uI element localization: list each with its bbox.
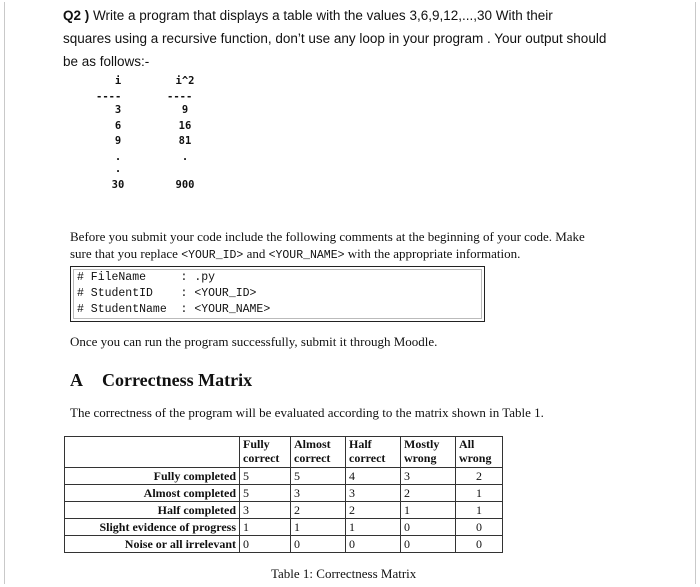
sample-col2-dashes: ---- xyxy=(167,91,193,103)
id-token: <YOUR_ID> xyxy=(181,249,244,262)
matrix-cell: 0 xyxy=(456,519,503,536)
matrix-cell: 3 xyxy=(401,468,456,485)
matrix-row xyxy=(65,519,503,536)
instructions-line-1: Before you submit your code include the following comments at the beginning of your code. Make xyxy=(70,229,585,244)
sample-row-i: 6 xyxy=(114,120,122,132)
code-comment-box xyxy=(70,266,485,322)
code-line: # StudentName : <YOUR_NAME> xyxy=(77,303,271,316)
matrix-cell: 0 xyxy=(291,536,346,553)
matrix-cell: 3 xyxy=(240,502,291,519)
matrix-col-header: Fully correct xyxy=(240,437,291,468)
matrix-cell: 0 xyxy=(346,536,401,553)
sample-row-sq: 81 xyxy=(178,135,192,147)
section-intro: The correctness of the program will be evaluated according to the matrix shown in Table 1. xyxy=(70,405,544,420)
matrix-corner xyxy=(65,437,240,468)
instructions-line-2 xyxy=(70,245,520,265)
sample-col1-dashes: ---- xyxy=(96,91,122,103)
matrix-col-header: All wrong xyxy=(456,437,503,468)
matrix-cell: 1 xyxy=(401,502,456,519)
question-line-3: be as follows:- xyxy=(63,54,150,69)
matrix-row xyxy=(65,502,503,519)
section-heading xyxy=(70,370,252,391)
matrix-row xyxy=(65,468,503,485)
matrix-cell: 2 xyxy=(401,485,456,502)
sample-row-sq: 900 xyxy=(175,179,195,191)
matrix-row-label: Almost completed xyxy=(65,485,240,502)
code-line: # StudentID : <YOUR_ID> xyxy=(77,287,257,300)
name-token: <YOUR_NAME> xyxy=(268,249,345,262)
sample-row-i: . xyxy=(114,151,122,163)
matrix-cell: 0 xyxy=(401,519,456,536)
instructions-text: sure that you replace xyxy=(70,246,182,261)
matrix-col-header: Mostly wrong xyxy=(401,437,456,468)
matrix-cell: 2 xyxy=(456,468,503,485)
matrix-row xyxy=(65,485,503,502)
sample-row-sq: 9 xyxy=(181,104,189,116)
matrix-header-row xyxy=(65,437,503,468)
sample-row-i: 3 xyxy=(114,104,122,116)
matrix-cell: 1 xyxy=(456,502,503,519)
matrix-cell: 5 xyxy=(240,468,291,485)
matrix-cell: 3 xyxy=(346,485,401,502)
sample-row-sq: 16 xyxy=(178,120,192,132)
question-line-1 xyxy=(63,6,553,26)
matrix-cell: 5 xyxy=(291,468,346,485)
submit-instruction: Once you can run the program successfully, submit it through Moodle. xyxy=(70,334,438,349)
matrix-cell: 0 xyxy=(240,536,291,553)
matrix-row-label: Half completed xyxy=(65,502,240,519)
matrix-cell: 2 xyxy=(346,502,401,519)
sample-row-i: 9 xyxy=(114,135,122,147)
matrix-cell: 3 xyxy=(291,485,346,502)
sample-row-i: . xyxy=(114,163,122,175)
matrix-row xyxy=(65,536,503,553)
correctness-matrix xyxy=(64,436,503,553)
instructions-text: with the appropriate information. xyxy=(344,246,521,261)
matrix-col-header: Half correct xyxy=(346,437,401,468)
matrix-cell: 0 xyxy=(401,536,456,553)
matrix-cell: 2 xyxy=(291,502,346,519)
sample-row-i: 30 xyxy=(111,179,125,191)
matrix-col-header: Almost correct xyxy=(291,437,346,468)
matrix-cell: 1 xyxy=(240,519,291,536)
question-line-2: squares using a recursive function, don’t use any loop in your program . Your output should xyxy=(63,31,607,46)
matrix-row-label: Fully completed xyxy=(65,468,240,485)
matrix-cell: 5 xyxy=(240,485,291,502)
sample-row-sq: . xyxy=(181,151,189,163)
code-line: # FileName : .py xyxy=(77,271,216,284)
matrix-cell: 1 xyxy=(346,519,401,536)
sample-col1-header: i xyxy=(114,75,122,87)
matrix-row-label: Noise or all irrelevant xyxy=(65,536,240,553)
instructions-text: and xyxy=(243,246,269,261)
section-title: Correctness Matrix xyxy=(102,370,253,390)
matrix-cell: 1 xyxy=(456,485,503,502)
matrix-cell: 0 xyxy=(456,536,503,553)
matrix-cell: 4 xyxy=(346,468,401,485)
question-label: Q2 ) xyxy=(63,8,90,23)
matrix-row-label: Slight evidence of progress xyxy=(65,519,240,536)
section-number: A xyxy=(70,370,83,390)
matrix-cell: 1 xyxy=(291,519,346,536)
sample-col2-header: i^2 xyxy=(175,75,195,87)
table-caption: Table 1: Correctness Matrix xyxy=(271,566,417,581)
question-text-1: Write a program that displays a table with the values 3,6,9,12,...,30 With their xyxy=(93,8,553,23)
